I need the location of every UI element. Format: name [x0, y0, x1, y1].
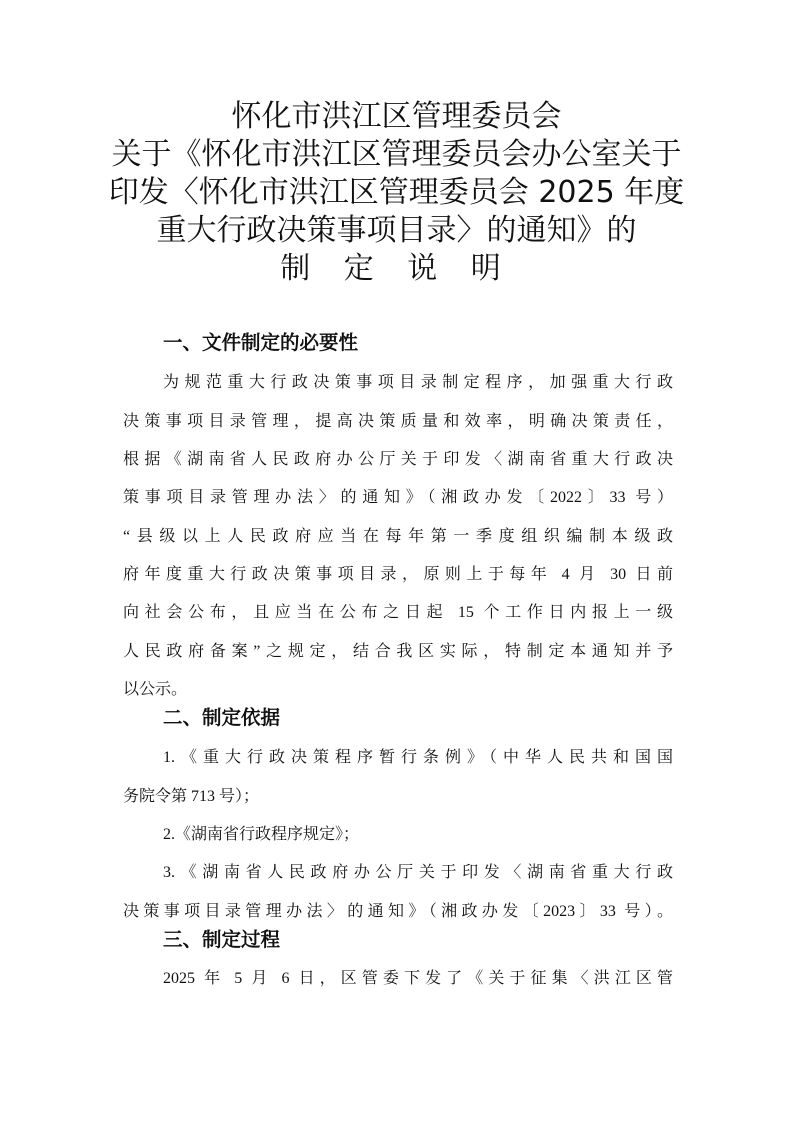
section-3-heading: 三、制定过程	[163, 928, 281, 951]
paragraph-line: 向社会公布，且应当在公布之日起 15 个工作日内报上一级	[123, 604, 673, 621]
basis-item-1-cont: 务院令第 713 号）；	[123, 788, 260, 805]
title-line-2: 关于《怀化市洪江区管理委员会办公室关于	[111, 137, 682, 172]
section-1-heading: 一、文件制定的必要性	[163, 331, 359, 354]
process-line: 2025 年 5 月 6 日，区管委下发了《关于征集〈洪江区管	[163, 970, 673, 987]
basis-item-1: 1.《重大行政决策程序暂行条例》（中华人民共和国国	[163, 749, 673, 766]
paragraph-line: “县级以上人民政府应当在每年第一季度组织编制本级政	[123, 528, 673, 545]
paragraph-line: 为规范重大行政决策事项目录制定程序，加强重大行政	[163, 374, 673, 391]
title-line-5: 制 定 说 明	[280, 251, 513, 286]
title-line-4: 重大行政决策事项目录〉的通知》的	[156, 213, 637, 248]
title-line-3: 印发〈怀化市洪江区管理委员会 2025 年度	[108, 175, 685, 210]
paragraph-line: 根据《湖南省人民政府办公厅关于印发〈湖南省重大行政决	[123, 451, 673, 468]
basis-item-2: 2.《湖南省行政程序规定》；	[163, 826, 360, 843]
paragraph-line: 决策事项目录管理，提高决策质量和效率，明确决策责任，	[123, 413, 673, 430]
paragraph-line: 策事项目录管理办法〉的通知》（湘政办发〔2022〕33 号）	[123, 489, 673, 506]
paragraph-line: 府年度重大行政决策事项目录，原则上于每年 4 月 30 日前	[123, 566, 673, 583]
basis-item-3-cont: 决策事项目录管理办法〉的通知》（湘政办发〔2023〕33 号）。	[123, 903, 673, 920]
basis-item-3: 3.《湖南省人民政府办公厅关于印发〈湖南省重大行政	[163, 864, 673, 881]
paragraph-line: 人民政府备案”之规定，结合我区实际，特制定本通知并予	[123, 643, 673, 660]
section-2-heading: 二、制定依据	[163, 706, 281, 729]
paragraph-line: 以公示。	[123, 681, 188, 698]
title-line-1: 怀化市洪江区管理委员会	[231, 99, 562, 134]
